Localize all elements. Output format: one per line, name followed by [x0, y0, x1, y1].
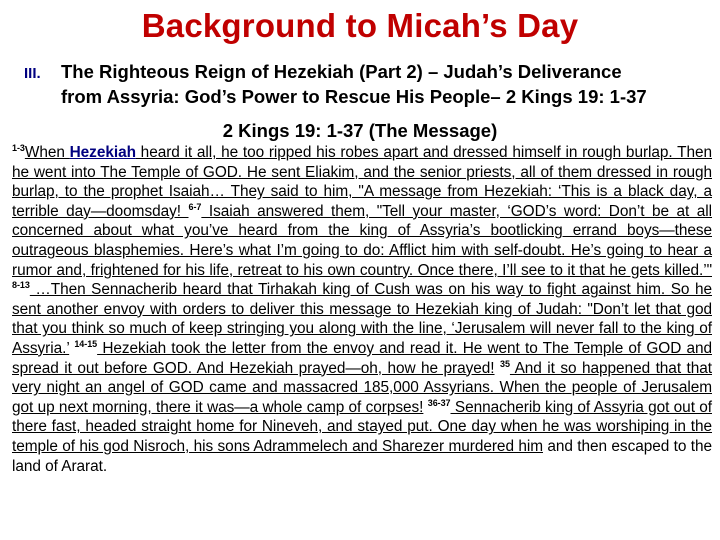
passage-text-ending: and then escaped to the land of Ararat.	[12, 437, 713, 475]
section-heading	[24, 60, 714, 108]
passage-text: heard it all, he too ripped his robes apart and dressed himself in rough burlap. Then he went into The Temple of GOD. He sent Eliakim, and the senior priests, all of them dressed in rough burlap, to the prophet Isaiah… They said to him, "A message from Hezekiah: ‘This is a black day, a terrible day—doomsday!	[12, 144, 712, 220]
heading-line-1: The Righteous Reign of Hezekiah (Part 2) – Judah’s Deliverance	[61, 61, 622, 82]
verse-number: 35	[500, 358, 510, 369]
passage-text: Sennacherib king of Assyria got out of there fast, headed straight home for Nineveh, and stayed put. One day when he was worshiping in the temple of his god Nisroch, his sons Adrammelech and Sharezer murdered him	[12, 398, 712, 455]
verse-number: 6-7	[188, 201, 202, 212]
heading-line-2: from Assyria: God’s Power to Rescue His People– 2 Kings 19: 1-37	[61, 86, 647, 107]
verse-number: 14-15	[74, 338, 98, 349]
scripture-passage	[12, 143, 712, 476]
verse-number: 36-37	[427, 397, 451, 408]
verse-number: 1-3	[12, 143, 25, 153]
passage-text: Hezekiah took the letter from the envoy and read it. He went to The Temple of GOD and spread it out before GOD. And Hezekiah prayed—oh, how he prayed!	[12, 339, 712, 377]
verse-number: 8-13	[12, 280, 30, 291]
scripture-reference: 2 Kings 19: 1-37 (The Message)	[222, 120, 498, 141]
passage-text: Isaiah answered them, "Tell your master, ‘GOD’s word: Don’t be at all concerned about what you’ve heard from the king of Assyria’s bootlicking errand boys—these outrageous blasphemies. Here’s what I’m going to do: Afflict him with self-doubt. He’s going to hear a rumor and, frightened for his life, retreat to his own country. Once there, I’ll see to it that he gets killed.’"	[12, 202, 713, 279]
passage-text: …Then Sennacherib heard that Tirhakah king of Cush was on his way to fight against him. So he sent another envoy with orders to deliver this message to Hezekiah king of Judah: "Don’t let that god that you think so much of keep stringing you along with the line, ‘Jerusalem will never fall to the king of Assyria.’	[12, 281, 712, 357]
hezekiah-name: Hezekiah	[69, 144, 136, 161]
passage-text: When	[24, 144, 70, 161]
passage-text: And it so happened that that very night an angel of GOD came and massacred 185,000 Assyrians. When the people of Jerusalem got up next morning, there it was—a whole camp of corpses!	[12, 359, 713, 416]
slide-title: Background to Micah’s Day	[141, 7, 579, 44]
section-numeral: III.	[24, 65, 41, 82]
